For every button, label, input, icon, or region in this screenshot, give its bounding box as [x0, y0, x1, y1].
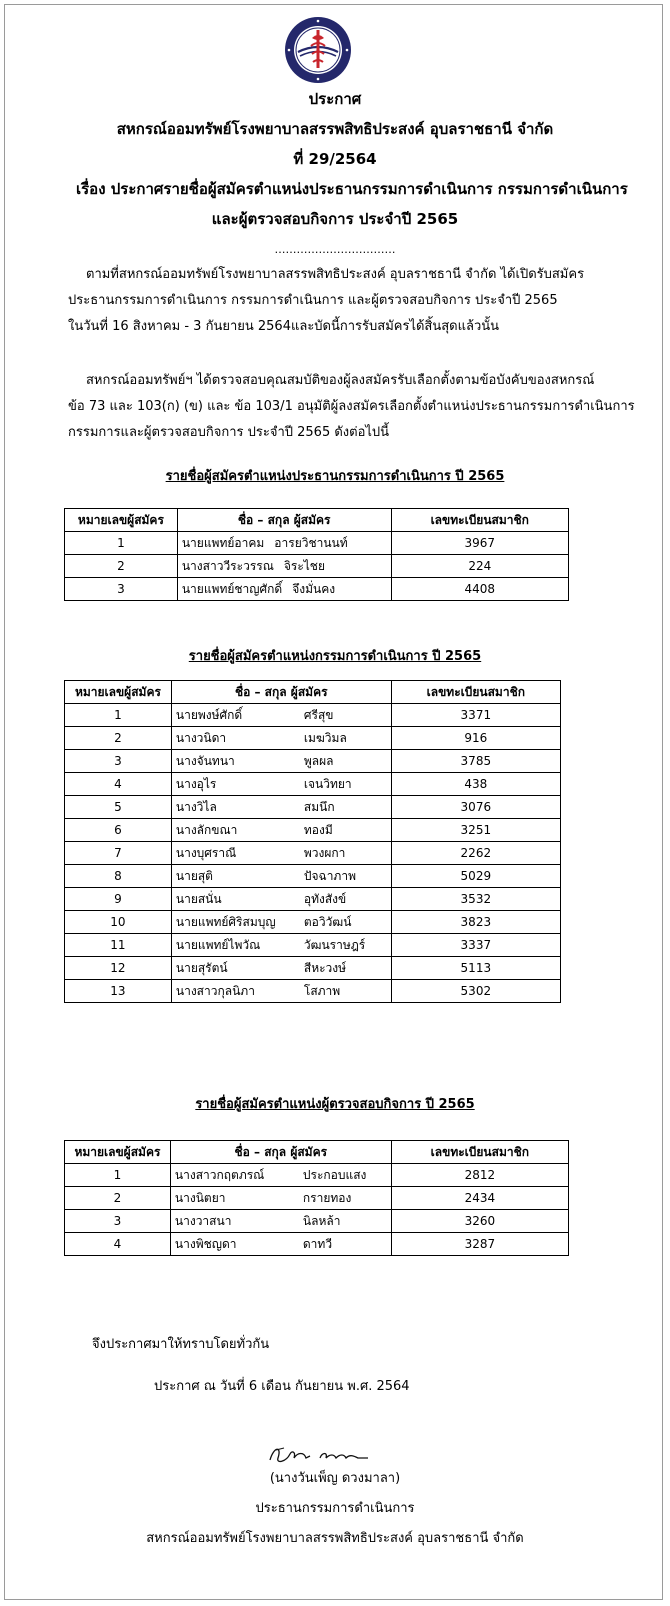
member-id: 2434: [391, 1187, 568, 1210]
candidate-name: [171, 865, 391, 888]
candidate-name: [177, 555, 391, 578]
candidate-last-name: โสภาพ: [303, 983, 341, 998]
candidate-last-name: เจนวิทยา: [303, 776, 352, 791]
candidate-last-name: เมฆวิมล: [303, 730, 347, 745]
candidate-name: [170, 1164, 391, 1187]
column-header-member-id: เลขทะเบียนสมาชิก: [391, 1141, 568, 1164]
candidate-name: [171, 911, 391, 934]
candidate-number: 3: [65, 578, 178, 601]
candidate-last-name: ประกอบแสง: [302, 1167, 367, 1182]
member-id: 2262: [391, 842, 560, 865]
table-row: [65, 704, 561, 727]
candidate-name: [171, 796, 391, 819]
candidate-last-name: ตอวิวัฒน์: [303, 914, 352, 929]
candidate-name: [177, 578, 391, 601]
candidate-number: 1: [65, 704, 172, 727]
candidate-last-name: จึงมั่นคง: [292, 581, 336, 596]
member-id: 3076: [391, 796, 560, 819]
candidate-last-name: ดาทวี: [302, 1236, 333, 1251]
committee-section-title: รายชื่อผู้สมัครตำแหน่งกรรมการดำเนินการ ปี 2565: [188, 649, 482, 664]
column-header-name: ชื่อ – สกุล ผู้สมัคร: [177, 509, 391, 532]
candidate-name: [170, 1210, 391, 1233]
table-row: [65, 980, 561, 1003]
candidate-number: 12: [65, 957, 172, 980]
auditor-table: [64, 1140, 569, 1256]
member-id: 5113: [391, 957, 560, 980]
candidate-name: [171, 750, 391, 773]
chairman-section-title: รายชื่อผู้สมัครตำแหน่งประธานกรรมการดำเนินการ ปี 2565: [165, 469, 505, 484]
candidate-first-name: นางบุศราณี: [175, 845, 237, 860]
candidate-first-name: นางพิชญดา: [174, 1236, 237, 1251]
candidate-number: 1: [65, 532, 178, 555]
candidate-number: 2: [65, 555, 178, 578]
paragraph-2-line-2: ข้อ 73 และ 103(ก) (ข) และ ข้อ 103/1 อนุมัติผู้ลงสมัครเลือกตั้งตำแหน่งประธานกรรมการดำเนินการ: [68, 399, 635, 414]
candidate-last-name: สีหะวงษ์: [303, 960, 347, 975]
candidate-number: 6: [65, 819, 172, 842]
column-header-name: ชื่อ – สกุล ผู้สมัคร: [171, 681, 391, 704]
candidate-number: 10: [65, 911, 172, 934]
member-id: 3287: [391, 1233, 568, 1256]
candidate-last-name: วัฒนราษฎร์: [303, 937, 366, 952]
paragraph-1-line-2: ประธานกรรมการดำเนินการ กรรมการดำเนินการ และผู้ตรวจสอบกิจการ ประจำปี 2565: [68, 293, 558, 308]
member-id: 5302: [391, 980, 560, 1003]
candidate-name: [171, 819, 391, 842]
subject-line-2: และผู้ตรวจสอบกิจการ ประจำปี 2565: [211, 210, 459, 228]
table-row: [65, 578, 569, 601]
candidate-first-name: นายแพทย์ไพวัณ: [175, 937, 261, 952]
signer-position: ประธานกรรมการดำเนินการ: [255, 1501, 415, 1516]
signer-name: (นางวันเพ็ญ ดวงมาลา): [269, 1471, 401, 1486]
table-row: [65, 727, 561, 750]
table-row: [65, 865, 561, 888]
table-row: [65, 796, 561, 819]
table-header-row: [65, 681, 561, 704]
candidate-number: 13: [65, 980, 172, 1003]
candidate-first-name: นายแพทย์อาคม: [181, 535, 265, 550]
column-header-member-id: เลขทะเบียนสมาชิก: [391, 681, 560, 704]
table-row: [65, 773, 561, 796]
candidate-first-name: นางวาสนา: [174, 1213, 232, 1228]
separator-dots: ……………………………: [274, 243, 396, 256]
member-id: 3823: [391, 911, 560, 934]
candidate-last-name: กรายทอง: [302, 1190, 352, 1205]
chairman-table: [64, 508, 569, 601]
candidate-name: [171, 704, 391, 727]
signer-organization: สหกรณ์ออมทรัพย์โรงพยาบาลสรรพสิทธิประสงค์ อุบลราชธานี จำกัด: [146, 1531, 524, 1546]
candidate-first-name: นายพงษ์ศักดิ์: [175, 707, 243, 722]
candidate-first-name: นางนิตยา: [174, 1190, 226, 1205]
candidate-first-name: นางสาววีระวรรณ: [181, 558, 274, 573]
candidate-first-name: นายแพทย์ชาญศักดิ์: [181, 581, 283, 596]
table-row: [65, 1164, 569, 1187]
paragraph-2-line-3: กรรมการและผู้ตรวจสอบกิจการ ประจำปี 2565 ดังต่อไปนี้: [68, 425, 390, 440]
table-row: [65, 1187, 569, 1210]
candidate-first-name: นายสนั่น: [175, 891, 222, 906]
member-id: 4408: [391, 578, 568, 601]
subject-line-1: เรื่อง ประกาศรายชื่อผู้สมัครตำแหน่งประธานกรรมการดำเนินการ กรรมการดำเนินการ: [76, 180, 628, 198]
member-id: 2812: [391, 1164, 568, 1187]
candidate-name: [171, 980, 391, 1003]
member-id: 3532: [391, 888, 560, 911]
candidate-last-name: พวงผกา: [303, 845, 346, 860]
candidate-number: 11: [65, 934, 172, 957]
candidate-last-name: ทองมี: [303, 822, 333, 837]
member-id: 3785: [391, 750, 560, 773]
candidate-first-name: นายสุติ: [175, 868, 213, 883]
column-header-name: ชื่อ – สกุล ผู้สมัคร: [170, 1141, 391, 1164]
table-row: [65, 1210, 569, 1233]
candidate-last-name: จิระไชย: [283, 558, 325, 573]
candidate-name: [171, 957, 391, 980]
table-row: [65, 842, 561, 865]
candidate-number: 3: [65, 750, 172, 773]
candidate-number: 4: [65, 1233, 171, 1256]
candidate-first-name: นางวิไล: [175, 799, 217, 814]
candidate-name: [171, 842, 391, 865]
candidate-last-name: สมนึก: [303, 799, 335, 814]
candidate-number: 2: [65, 1187, 171, 1210]
candidate-name: [170, 1187, 391, 1210]
candidate-name: [171, 773, 391, 796]
candidate-name: [171, 727, 391, 750]
paragraph-1-line-3: ในวันที่ 16 สิงหาคม - 3 กันยายน 2564และบัดนี้การรับสมัครได้สิ้นสุดแล้วนั้น: [68, 319, 500, 334]
candidate-first-name: นายแพทย์ศิริสมบุญ: [175, 914, 276, 929]
candidate-last-name: อารยวิชานนท์: [274, 535, 348, 550]
table-header-row: [65, 1141, 569, 1164]
member-id: 3251: [391, 819, 560, 842]
handwritten-signature: [264, 1440, 380, 1470]
candidate-number: 1: [65, 1164, 171, 1187]
column-header-number: หมายเลขผู้สมัคร: [65, 509, 178, 532]
candidate-last-name: พูลผล: [303, 753, 334, 768]
candidate-last-name: นิลหล้า: [302, 1213, 341, 1228]
candidate-first-name: นางสาวกฤตภรณ์: [174, 1167, 265, 1182]
candidate-name: [171, 934, 391, 957]
candidate-first-name: นางวนิดา: [175, 730, 227, 745]
candidate-name: [177, 532, 391, 555]
candidate-first-name: นางจันทนา: [175, 753, 235, 768]
paragraph-2-line-1: สหกรณ์ออมทรัพย์ฯ ได้ตรวจสอบคุณสมบัติของผู้ลงสมัครรับเลือกตั้งตามข้อบังคับของสหกรณ์: [86, 373, 595, 388]
candidate-first-name: นางลักขณา: [175, 822, 238, 837]
paragraph-1-line-1: ตามที่สหกรณ์ออมทรัพย์โรงพยาบาลสรรพสิทธิประสงค์ อุบลราชธานี จำกัด ได้เปิดรับสมัคร: [86, 267, 585, 282]
candidate-number: 4: [65, 773, 172, 796]
organization-name: สหกรณ์ออมทรัพย์โรงพยาบาลสรรพสิทธิประสงค์ อุบลราชธานี จำกัด: [116, 120, 554, 138]
table-row: [65, 532, 569, 555]
member-id: 3337: [391, 934, 560, 957]
candidate-first-name: นางสาวกุลนิภา: [175, 983, 255, 998]
candidate-name: [171, 888, 391, 911]
member-id: 5029: [391, 865, 560, 888]
member-id: 438: [391, 773, 560, 796]
member-id: 3967: [391, 532, 568, 555]
cooperative-seal-logo: [284, 16, 352, 84]
table-row: [65, 888, 561, 911]
candidate-name: [170, 1233, 391, 1256]
column-header-member-id: เลขทะเบียนสมาชิก: [391, 509, 568, 532]
table-row: [65, 555, 569, 578]
announcement-date: ประกาศ ณ วันที่ 6 เดือน กันยายน พ.ศ. 2564: [154, 1379, 410, 1394]
closing-announce: จึงประกาศมาให้ทราบโดยทั่วกัน: [92, 1337, 270, 1352]
table-row: [65, 911, 561, 934]
candidate-last-name: ปัจฉาภาพ: [303, 868, 356, 883]
table-row: [65, 957, 561, 980]
member-id: 916: [391, 727, 560, 750]
candidate-last-name: อุทังสังข์: [303, 891, 347, 906]
candidate-number: 8: [65, 865, 172, 888]
member-id: 224: [391, 555, 568, 578]
candidate-last-name: ศรีสุข: [303, 707, 334, 722]
table-header-row: [65, 509, 569, 532]
candidate-first-name: นางอุไร: [175, 776, 217, 791]
announcement-number: ที่ 29/2564: [293, 150, 377, 168]
column-header-number: หมายเลขผู้สมัคร: [65, 1141, 171, 1164]
candidate-number: 3: [65, 1210, 171, 1233]
table-row: [65, 934, 561, 957]
member-id: 3371: [391, 704, 560, 727]
candidate-number: 9: [65, 888, 172, 911]
committee-table: [64, 680, 561, 1003]
table-row: [65, 819, 561, 842]
candidate-number: 5: [65, 796, 172, 819]
table-row: [65, 750, 561, 773]
auditor-section-title: รายชื่อผู้สมัครตำแหน่งผู้ตรวจสอบกิจการ ปี 2565: [195, 1097, 475, 1112]
candidate-first-name: นายสุรัตน์: [175, 960, 228, 975]
announcement-title: ประกาศ: [308, 90, 362, 108]
column-header-number: หมายเลขผู้สมัคร: [65, 681, 172, 704]
candidate-number: 7: [65, 842, 172, 865]
member-id: 3260: [391, 1210, 568, 1233]
table-row: [65, 1233, 569, 1256]
candidate-number: 2: [65, 727, 172, 750]
